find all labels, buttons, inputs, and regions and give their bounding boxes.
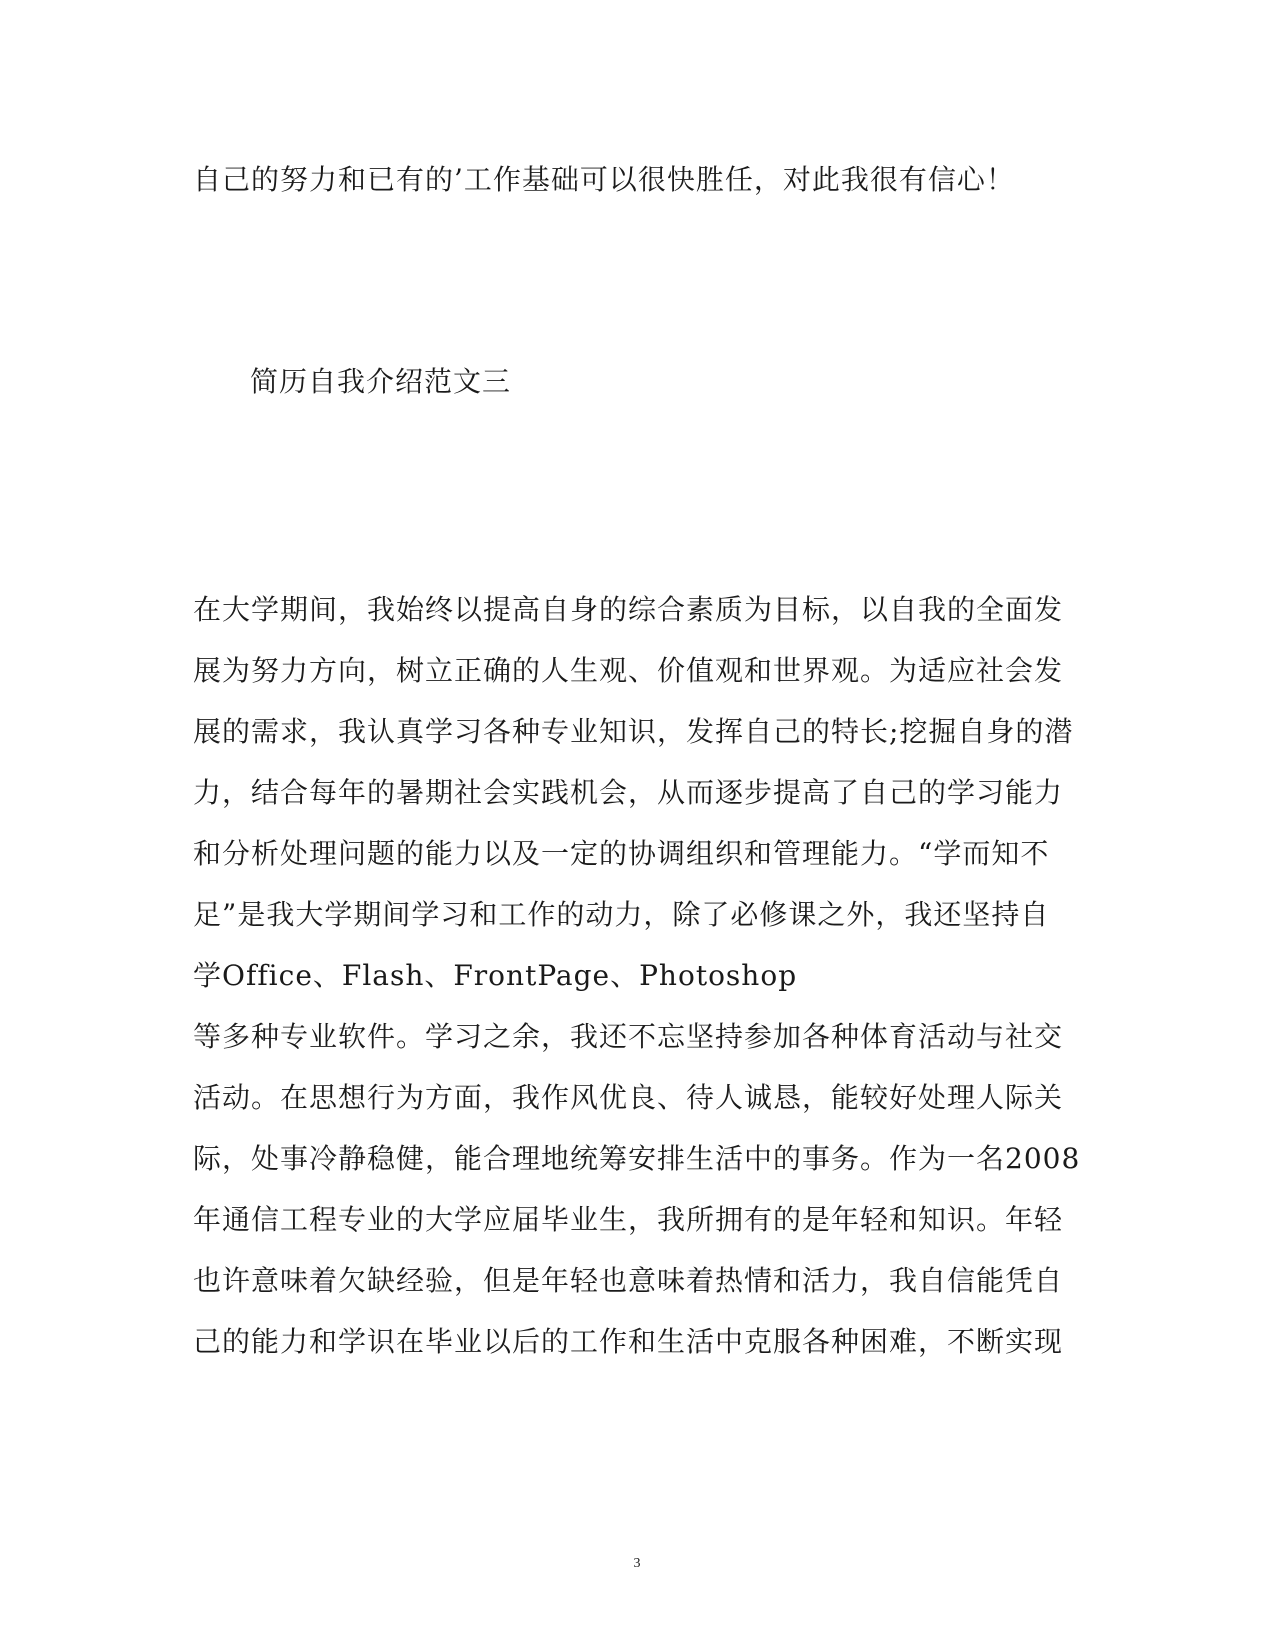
section-heading: 简历自我介绍范文三 xyxy=(250,365,512,398)
body-line: 年通信工程专业的大学应届毕业生，我所拥有的是年轻和知识。年轻 xyxy=(193,1203,1064,1236)
body-line: 展为努力方向，树立正确的人生观、价值观和世界观。为适应社会发 xyxy=(193,654,1064,687)
body-line: 己的能力和学识在毕业以后的工作和生活中克服各种困难，不断实现 xyxy=(193,1325,1064,1358)
body-line: 足”是我大学期间学习和工作的动力，除了必修课之外，我还坚持自 xyxy=(193,898,1050,931)
body-line: 活动。在思想行为方面，我作风优良、待人诚恳，能较好处理人际关 xyxy=(193,1081,1064,1114)
body-line: 等多种专业软件。学习之余，我还不忘坚持参加各种体育活动与社交 xyxy=(193,1020,1064,1053)
body-line: 展的需求，我认真学习各种专业知识，发挥自己的特长;挖掘自身的潜 xyxy=(193,715,1074,748)
page-number: 3 xyxy=(633,1556,641,1571)
body-line: 际，处事冷静稳健，能合理地统筹安排生活中的事务。作为一名2008 xyxy=(193,1142,1081,1175)
body-line: 也许意味着欠缺经验，但是年轻也意味着热情和活力，我自信能凭自 xyxy=(193,1264,1064,1297)
body-line: 在大学期间，我始终以提高自身的综合素质为目标，以自我的全面发 xyxy=(193,593,1064,626)
body-line: 力，结合每年的暑期社会实践机会，从而逐步提高了自己的学习能力 xyxy=(193,776,1064,809)
body-line: 学Office、Flash、FrontPage、Photoshop xyxy=(193,959,798,992)
paragraph-continuation-line: 自己的努力和已有的’工作基础可以很快胜任，对此我很有信心！ xyxy=(193,163,1015,196)
body-line: 和分析处理问题的能力以及一定的协调组织和管理能力。“学而知不 xyxy=(193,837,1050,870)
